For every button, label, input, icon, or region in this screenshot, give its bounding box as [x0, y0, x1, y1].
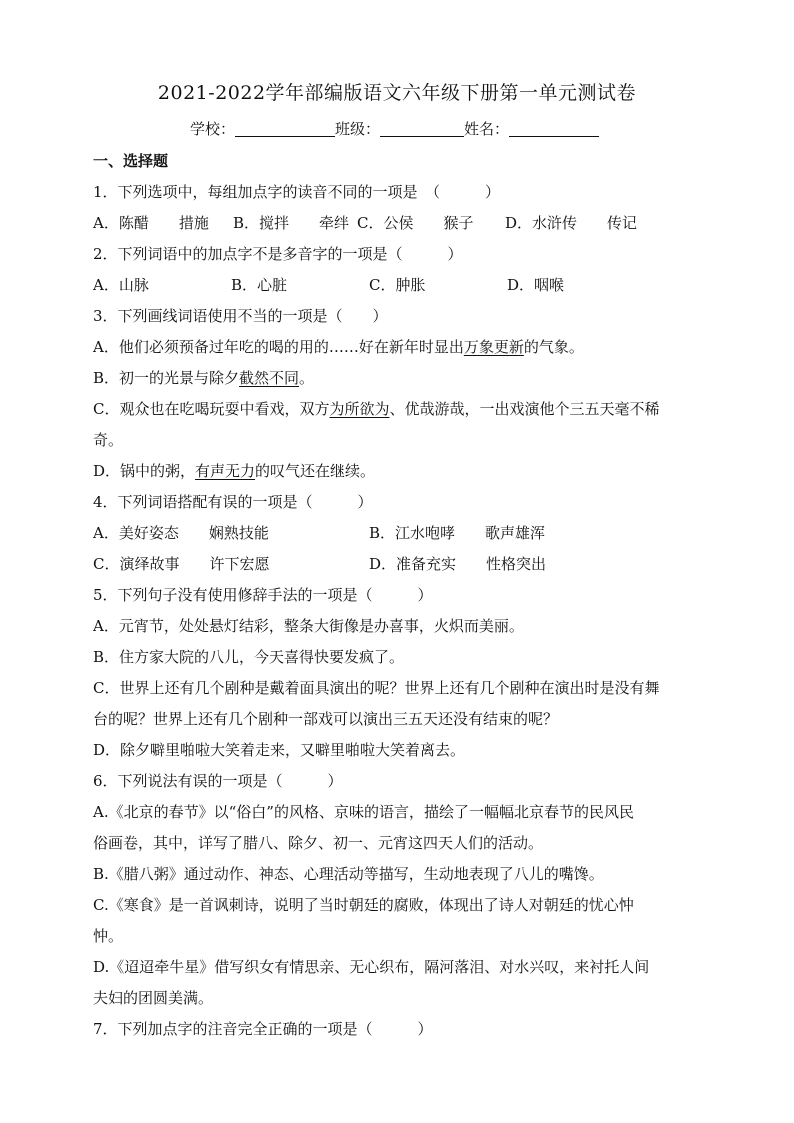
class-label: 班级： [335, 120, 381, 138]
question-5-option-c[interactable]: C．世界上还有几个剧种是戴着面具演出的呢？世界上还有几个剧种在演出时是没有舞 [93, 679, 660, 697]
question-7-stem: 7．下列加点字的注音完全正确的一项是（ ） [93, 1020, 433, 1038]
question-6-option-c[interactable]: C.《寒食》是一首讽刺诗，说明了当时朝廷的腐败，体现出了诗人对朝廷的忧心忡 [93, 896, 634, 914]
question-4-options-row1 [93, 518, 703, 549]
option-c[interactable]: C．演绎故事 许下宏愿 [93, 555, 270, 573]
underlined-phrase: 为所欲为 [329, 400, 390, 418]
question-5-option-b[interactable]: B．住方家大院的八儿，今天喜得快要发疯了。 [93, 648, 405, 666]
question-2-options [93, 270, 703, 301]
question-1-stem: 1．下列选项中，每组加点字的读音不同的一项是 （ ） [93, 183, 501, 201]
option-c[interactable]: C．肿胀 [369, 276, 426, 294]
question-6-option-b[interactable]: B.《腊八粥》通过动作、神态、心理活动等描写，生动地表现了八儿的嘴馋。 [93, 865, 604, 883]
question-3-option-b[interactable] [93, 363, 703, 394]
option-text: 的气象。 [523, 338, 584, 356]
option-text: 的叹气还在继续。 [255, 462, 376, 480]
question-3-option-c-cont: 奇。 [93, 431, 124, 449]
question-6-option-c-cont: 忡。 [93, 927, 124, 945]
section-title: 一、选择题 [93, 152, 169, 170]
option-text: A．他们必须预备过年吃的喝的用的……好在新年时显出 [93, 338, 464, 356]
option-b[interactable]: B．心脏 [231, 276, 288, 294]
class-field[interactable] [380, 121, 464, 137]
question-5-option-d[interactable]: D．除夕噼里啪啦大笑着走来，又噼里啪啦大笑着离去。 [93, 741, 466, 759]
option-text: 。 [299, 369, 315, 387]
question-3-option-d[interactable] [93, 456, 703, 487]
option-b[interactable]: B．江水咆哮 歌声雄浑 [369, 524, 546, 542]
underlined-phrase: 有声无力 [195, 462, 256, 480]
name-field[interactable] [509, 121, 599, 137]
option-text: D．锅中的粥， [93, 462, 196, 480]
question-5-option-a[interactable]: A．元宵节，处处悬灯结彩，整条大街像是办喜事，火炽而美丽。 [93, 617, 524, 635]
option-a[interactable]: A．陈醋 措施 [93, 214, 209, 232]
question-6-option-a[interactable]: A.《北京的春节》以“俗白”的风格、京味的语言，描绘了一幅幅北京春节的民风民 [93, 803, 634, 821]
option-a[interactable]: A．美好姿态 娴熟技能 [93, 524, 269, 542]
option-text: C．观众也在吃喝玩耍中看戏，双方 [93, 400, 330, 418]
question-3-stem: 3．下列画线词语使用不当的一项是（ ） [93, 307, 388, 325]
option-a[interactable]: A．山脉 [93, 276, 149, 294]
student-info-line [190, 118, 599, 139]
option-b[interactable]: B．搅拌 牵绊 [233, 214, 350, 232]
option-text: B．初一的光景与除夕 [93, 369, 240, 387]
question-5-option-c-cont: 台的呢？世界上还有几个剧种一部戏可以演出三五天还没有结束的呢？ [93, 710, 559, 728]
page-title: 2021-2022学年部编版语文六年级下册第一单元测试卷 [157, 82, 637, 104]
underlined-phrase: 截然不同 [239, 369, 300, 387]
question-6-option-d-cont: 夫妇的团圆美满。 [93, 989, 214, 1007]
question-list [93, 146, 703, 1045]
question-6-option-a-cont: 俗画卷，其中，详写了腊八、除夕、初一、元宵这四天人们的活动。 [93, 834, 544, 852]
question-6-stem: 6．下列说法有误的一项是（ ） [93, 772, 343, 790]
school-field[interactable] [235, 121, 335, 137]
question-3-option-c[interactable] [93, 394, 703, 425]
question-6-option-d[interactable]: D.《迢迢牵牛星》借写织女有情思亲、无心织布，隔河落泪、对水兴叹，来衬托人间 [93, 958, 650, 976]
option-d[interactable]: D．咽喉 [507, 276, 565, 294]
question-2-stem: 2．下列词语中的加点字不是多音字的一项是（ ） [93, 245, 463, 263]
question-3-option-a[interactable] [93, 332, 703, 363]
question-4-stem: 4．下列词语搭配有误的一项是（ ） [93, 493, 373, 511]
question-5-stem: 5．下列句子没有使用修辞手法的一项是（ ） [93, 586, 433, 604]
option-d[interactable]: D．准备充实 性格突出 [369, 555, 547, 573]
name-label: 姓名： [464, 120, 510, 138]
option-text: 、优哉游哉，一出戏演他个三五天毫不稀 [389, 400, 660, 418]
option-c[interactable]: C．公侯 猴子 [357, 214, 474, 232]
underlined-phrase: 万象更新 [463, 338, 524, 356]
option-d[interactable]: D．水浒传 传记 [505, 214, 638, 232]
school-label: 学校： [190, 120, 236, 138]
question-4-options-row2 [93, 549, 703, 580]
question-1-options [93, 208, 703, 239]
